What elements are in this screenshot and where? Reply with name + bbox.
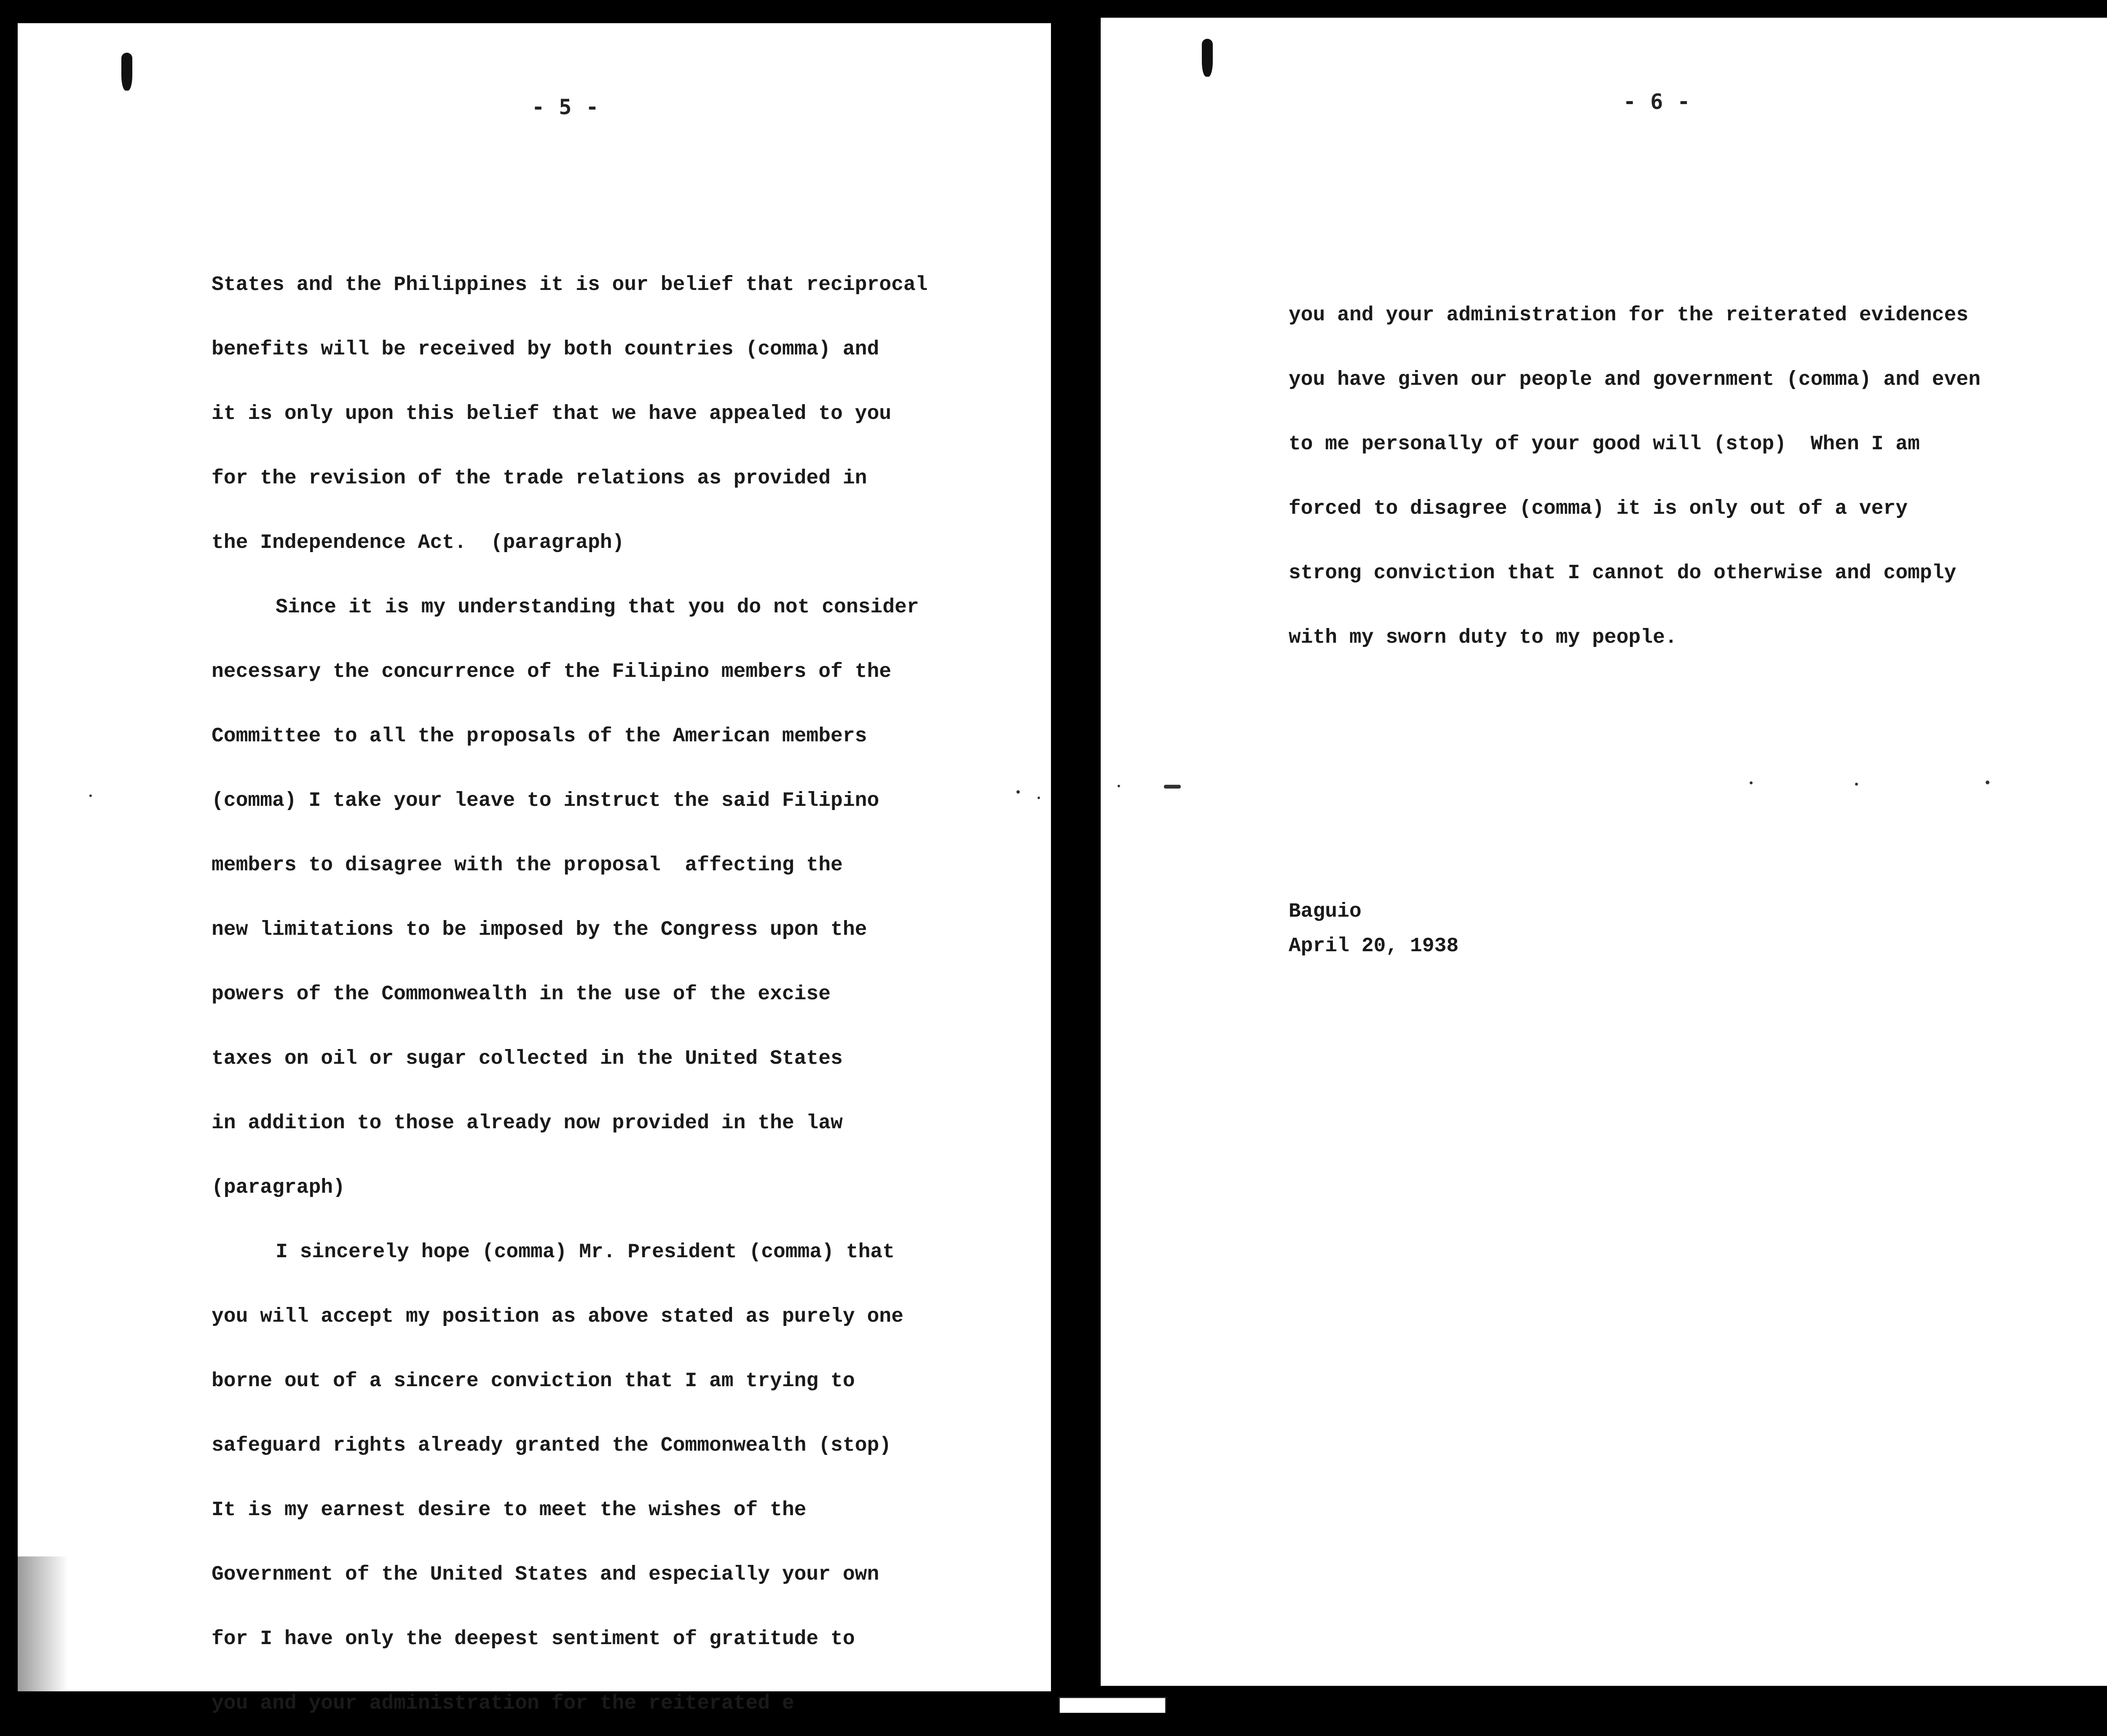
text-line: borne out of a sincere conviction that I am trying to xyxy=(212,1370,855,1393)
page-number: - 6 - xyxy=(1623,89,1691,114)
text-line: forced to disagree (comma) it is only out of a very xyxy=(1289,497,1908,520)
margin-speck xyxy=(1164,785,1181,789)
margin-speck xyxy=(1016,790,1020,794)
text-line: to me personally of your good will (stop) When I am xyxy=(1289,433,1920,456)
text-line: benefits will be received by both countries (comma) and xyxy=(212,338,879,361)
text-line: powers of the Commonwealth in the use of the excise xyxy=(212,983,831,1006)
text-line: in addition to those already now provided in the law xyxy=(212,1112,843,1135)
text-line: I sincerely hope (comma) Mr. President (comma) that xyxy=(276,1241,895,1264)
place: Baguio xyxy=(1289,900,1362,923)
page-5-body xyxy=(212,253,928,1736)
margin-speck xyxy=(1750,781,1753,784)
text-line: new limitations to be imposed by the Congress upon the xyxy=(212,918,867,941)
margin-speck xyxy=(1037,797,1040,799)
text-line: it is only upon this belief that we have appealed to you xyxy=(212,402,892,425)
margin-speck xyxy=(1986,781,1989,784)
text-line: you will accept my position as above stated as purely one xyxy=(212,1305,903,1328)
text-line: with my sworn duty to my people. xyxy=(1289,626,1677,649)
margin-speck xyxy=(89,794,92,797)
text-line: (paragraph) xyxy=(212,1176,345,1199)
filing-tab xyxy=(1059,1697,1166,1713)
text-line: you have given our people and government (comma) and even xyxy=(1289,368,1981,391)
text-line: States and the Philippines it is our belief that reciprocal xyxy=(212,274,928,296)
text-line: for I have only the deepest sentiment of gratitude to xyxy=(212,1628,855,1650)
text-line: Government of the United States and especially your own xyxy=(212,1563,879,1586)
margin-speck xyxy=(1118,785,1120,787)
text-line: for the revision of the trade relations as provided in xyxy=(212,467,867,490)
text-line: you and your administration for the reiterated evidences xyxy=(1289,304,1969,327)
text-line: taxes on oil or sugar collected in the United States xyxy=(212,1047,843,1070)
page-5 xyxy=(18,23,1051,1715)
page-number: - 5 - xyxy=(532,95,600,119)
punch-hole-mark xyxy=(1202,39,1213,77)
punch-hole-mark xyxy=(121,53,132,91)
page-6-body xyxy=(1289,283,1981,670)
text-line: Since it is my understanding that you do not consider xyxy=(276,596,919,619)
text-line: Committee to all the proposals of the American members xyxy=(212,725,867,748)
text-line: safeguard rights already granted the Commonwealth (stop) xyxy=(212,1434,892,1457)
page-6 xyxy=(1101,18,2107,1686)
margin-speck xyxy=(1855,783,1858,786)
date: April 20, 1938 xyxy=(1289,935,1459,958)
text-line: the Independence Act. (paragraph) xyxy=(212,531,625,554)
text-line: (comma) I take your leave to instruct the said Filipino xyxy=(212,789,879,812)
text-line: you and your administration for the reiterated e xyxy=(212,1692,794,1715)
text-line: necessary the concurrence of the Filipino members of the xyxy=(212,660,892,683)
text-line: strong conviction that I cannot do otherwise and comply xyxy=(1289,562,1957,585)
text-line: members to disagree with the proposal affecting the xyxy=(212,854,843,877)
page-edge-shadow xyxy=(18,1556,68,1691)
text-line: It is my earnest desire to meet the wishes of the xyxy=(212,1499,807,1521)
place-and-date xyxy=(1289,894,1458,963)
